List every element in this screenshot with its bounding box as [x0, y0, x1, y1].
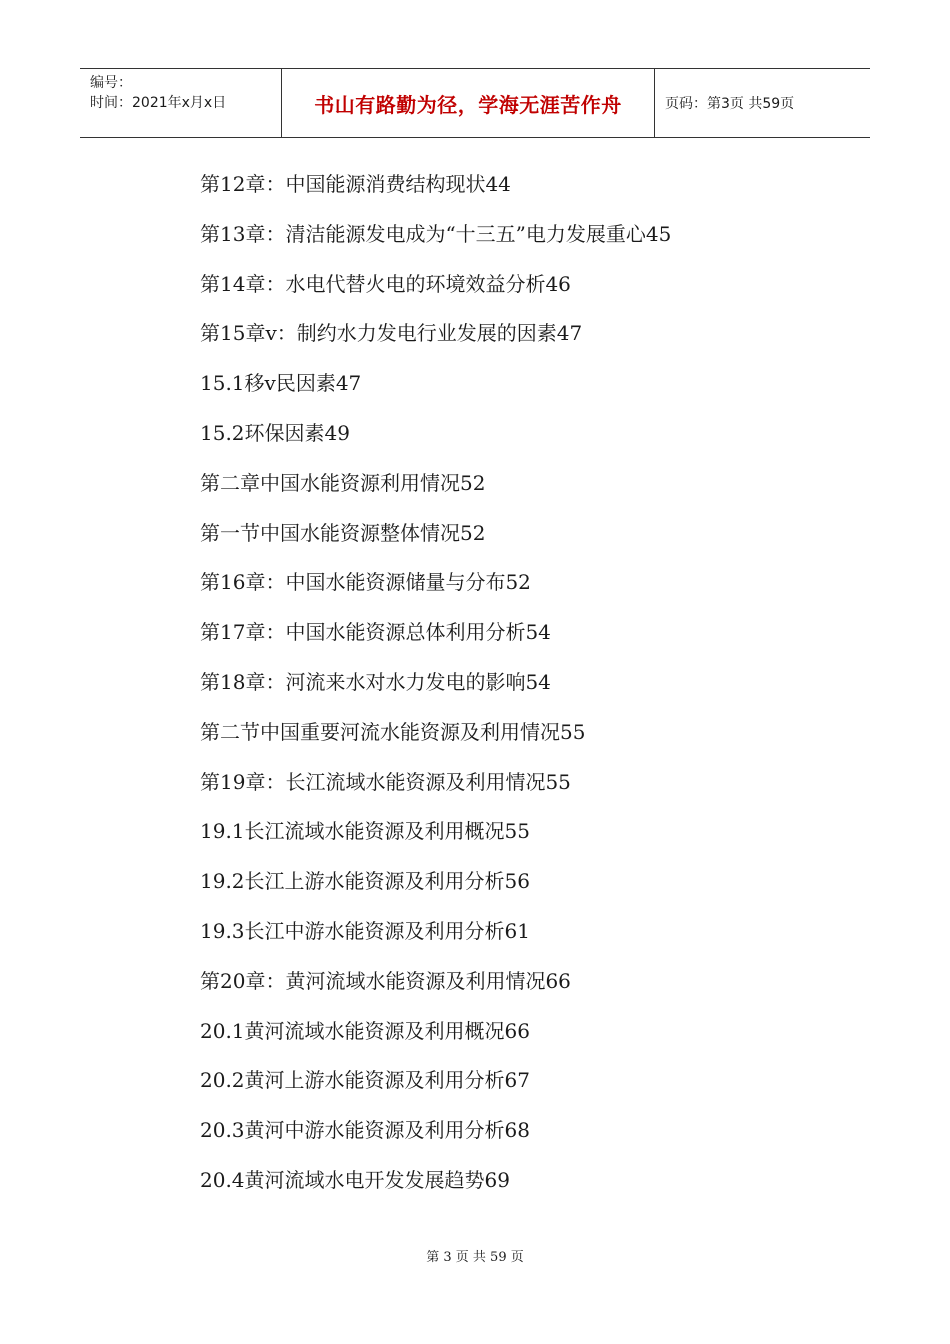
toc-entry: 第19章：长江流域水能资源及利用情况55: [200, 769, 571, 794]
header-page-info: 页码：第3页 共59页: [665, 96, 795, 112]
toc-entry: 第16章：中国水能资源储量与分布52: [200, 570, 531, 595]
toc-entry: 15.2环保因素49: [200, 420, 350, 445]
toc-entry: 第二节中国重要河流水能资源及利用情况55: [200, 719, 586, 744]
page-footer: 第 3 页 共 59 页: [426, 1250, 524, 1265]
toc-entry: 第20章：黄河流域水能资源及利用情况66: [200, 968, 571, 993]
document-number-label: 编号：: [90, 75, 132, 91]
toc-entry: 第12章：中国能源消费结构现状44: [200, 172, 511, 196]
toc-entry: 第二章中国水能资源利用情况52: [200, 470, 486, 495]
toc-entry: 20.3黄河中游水能资源及利用分析68: [200, 1118, 530, 1143]
toc-entry: 第14章：水电代替火电的环境效益分析46: [200, 271, 571, 296]
toc-entry: 15.1移v民因素47: [200, 371, 362, 396]
toc-entry: 19.2长江上游水能资源及利用分析56: [200, 869, 530, 894]
table-of-contents: [200, 160, 671, 1206]
toc-entry: 第一节中国水能资源整体情况52: [200, 520, 486, 545]
toc-entry: 第13章：清洁能源发电成为“十三五”电力发展重心45: [200, 221, 672, 246]
toc-entry: 20.2黄河上游水能资源及利用分析67: [200, 1068, 530, 1093]
header-meta: [80, 69, 282, 137]
toc-entry: 19.3长江中游水能资源及利用分析61: [200, 918, 530, 943]
toc-entry: 19.1长江流域水能资源及利用概况55: [200, 819, 530, 844]
toc-entry: 20.4黄河流域水电开发发展趋势69: [200, 1167, 510, 1192]
toc-entry: 20.1黄河流域水能资源及利用概况66: [200, 1018, 530, 1043]
document-time-label: 时间：2021年x月x日: [90, 95, 227, 111]
page-header: [80, 68, 870, 138]
toc-entry: 第15章v：制约水力发电行业发展的因素47: [200, 321, 583, 346]
header-motto: 书山有路勤为径，学海无涯苦作舟: [282, 69, 655, 137]
toc-entry: 第18章：河流来水对水力发电的影响54: [200, 669, 551, 694]
toc-entry: 第17章：中国水能资源总体利用分析54: [200, 620, 551, 645]
